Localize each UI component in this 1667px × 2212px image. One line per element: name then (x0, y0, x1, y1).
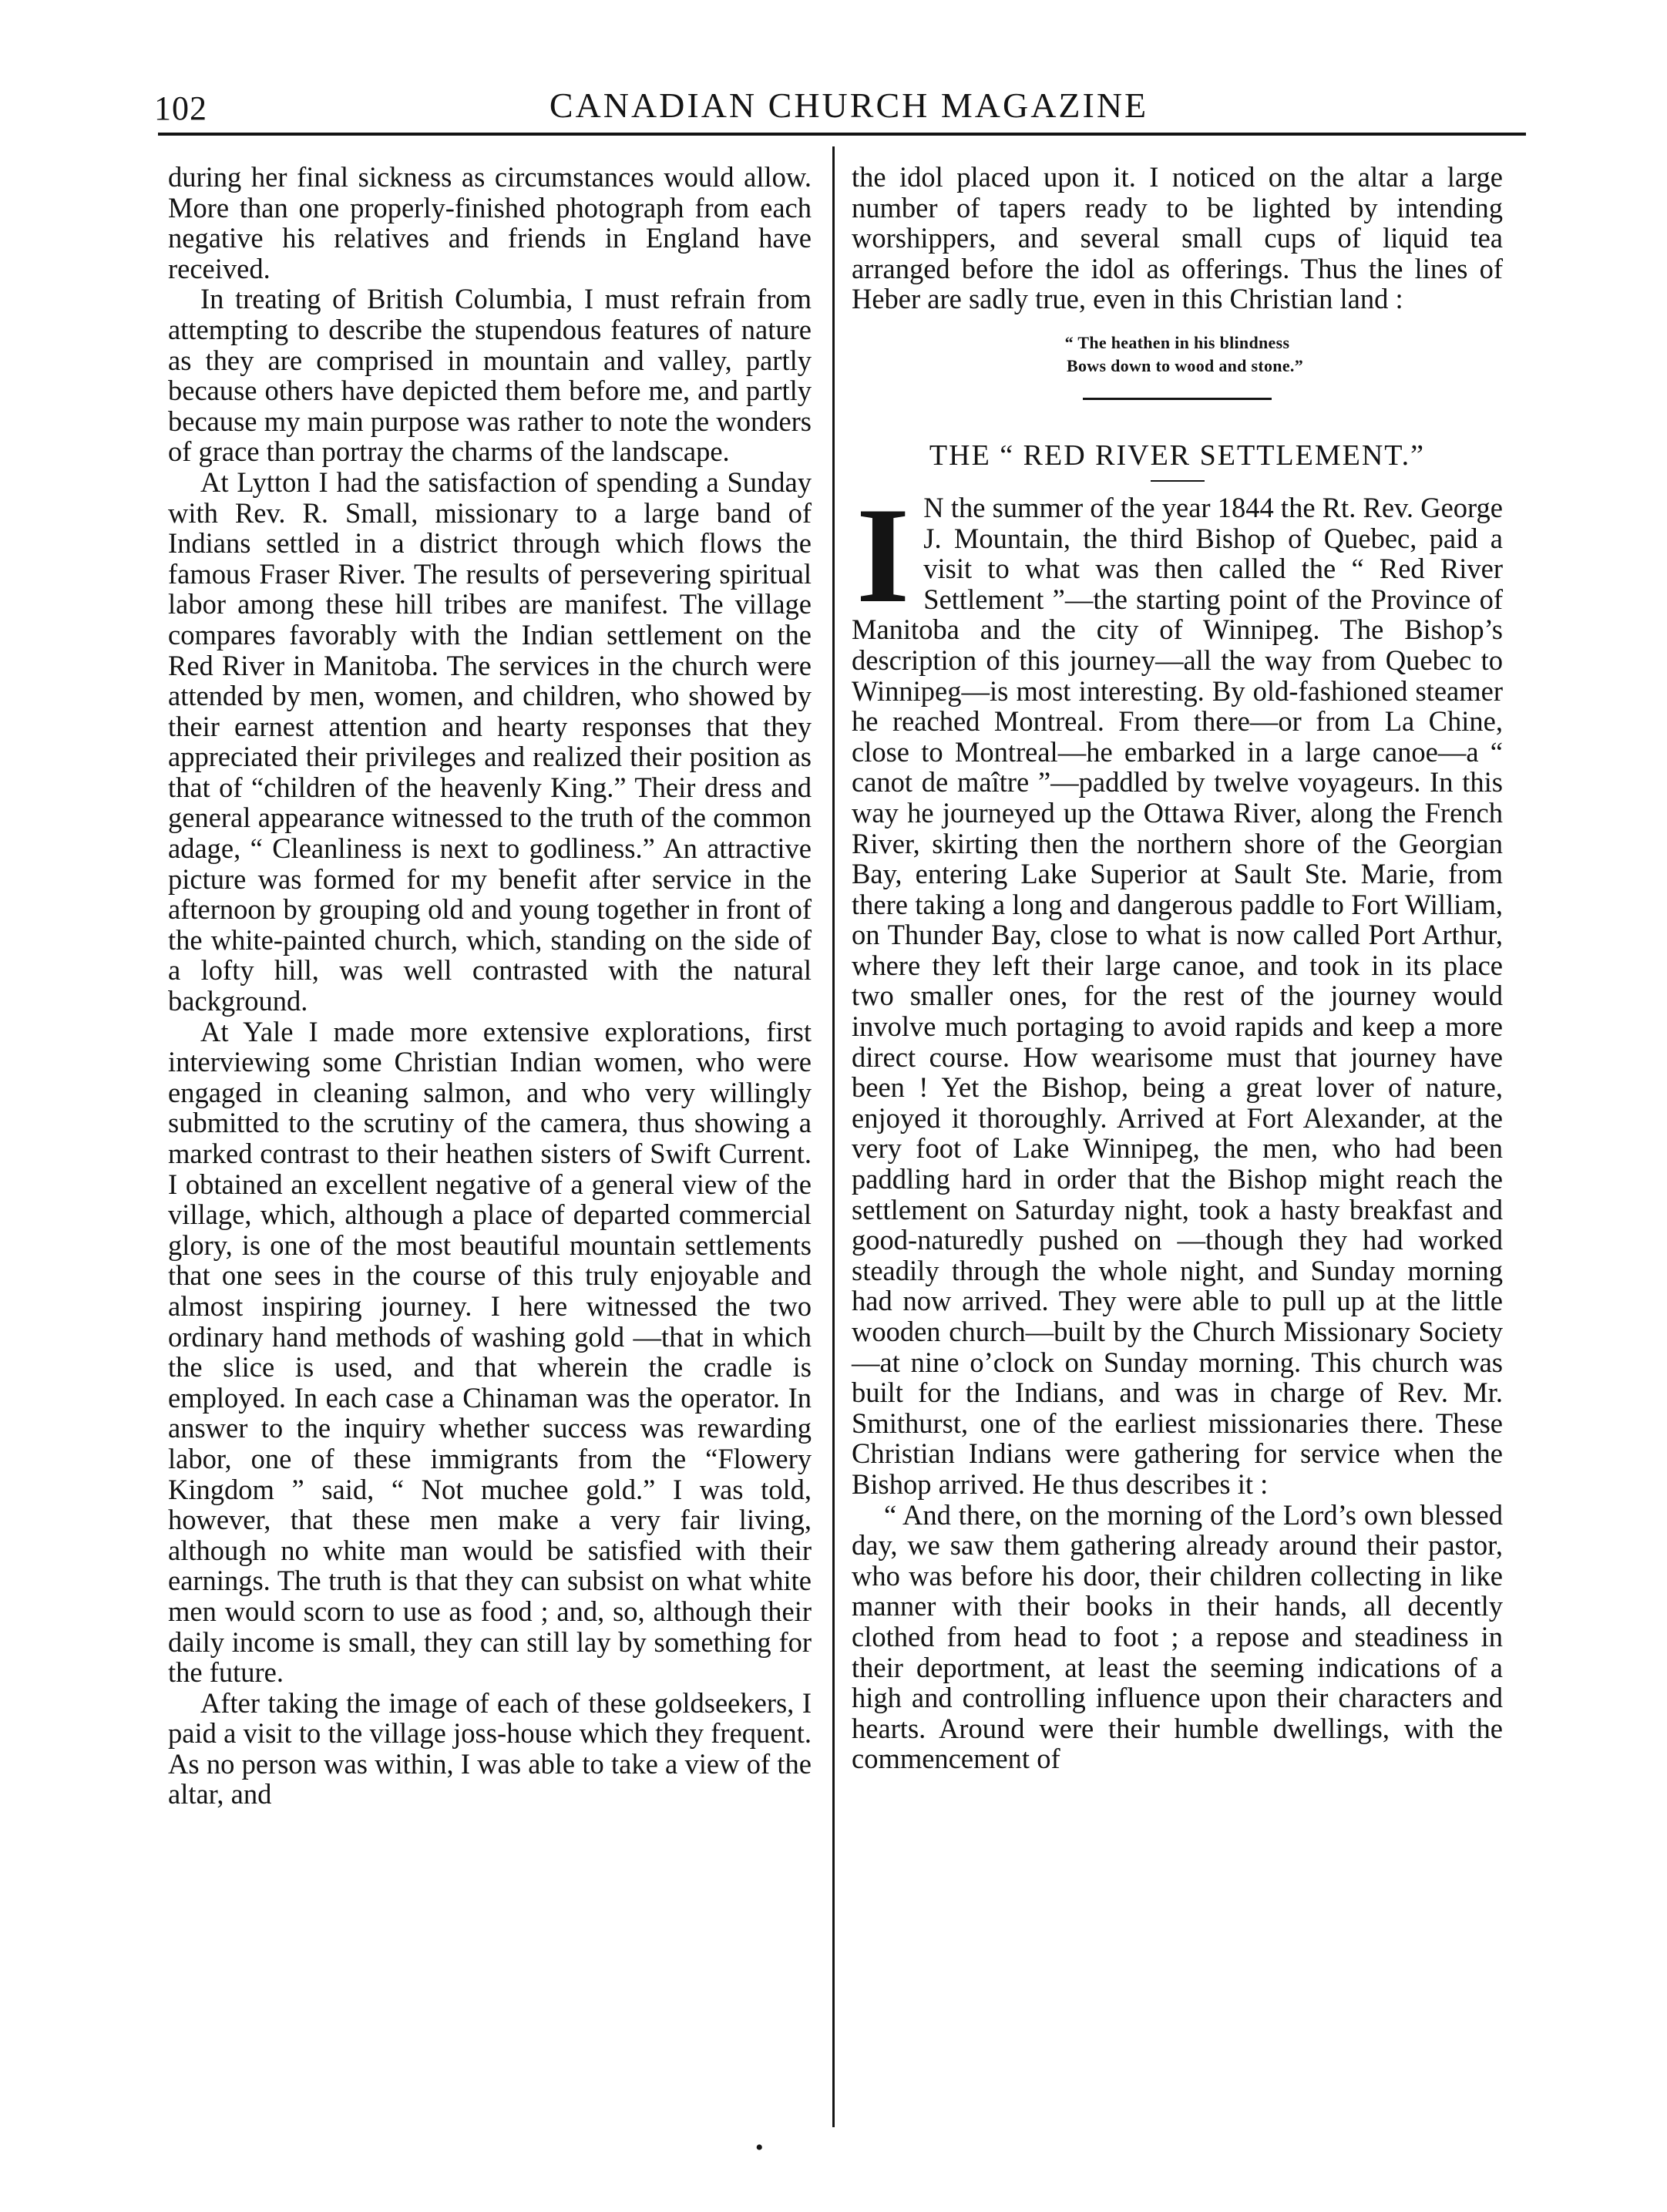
paragraph: At Yale I made more extensive explorations, first interviewing some Christian Indian women, who were engaged in cleaning salmon, and who very willingly submitted to the scrutiny of the camera, thus showing a marked contrast to their heathen sisters of Swift Current. I obtained an excellent negative of a general view of the village, which, although a place of departed commercial glory, is one of the most beautiful mountain settlements that one sees in the course of this truly enjoyable and almost inspiring journey. I here witnessed the two ordinary hand methods of washing gold —that in which the slice is used, and that wherein the cradle is employed. In each case a Chinaman was the operator. In answer to the inquiry whether success was rewarding labor, one of these immigrants from the “Flowery Kingdom ” said, “ Not muchee gold.” I was told, however, that these men make a very fair living, although no white man would be satisfied with their earnings. The truth is that they can subsist on what white men would scorn to use as food ; and, so, although their daily income is small, they can still lay by something for the future. (168, 1015, 812, 1689)
paragraph: during her final sickness as circumstances would allow. More than one properly-finished photograph from each negative his relatives and friends in England have received. (168, 161, 812, 284)
running-head: CANADIAN CHURCH MAGAZINE (549, 86, 1149, 125)
footer-mark: • (755, 2135, 764, 2160)
column-divider (832, 146, 835, 2127)
article-text: N the summer of the year 1844 the Rt. Rev. George J. Mountain, the third Bishop of Quebec, paid a visit to what was then called the “ Red River Settlement ”—the starting point of the Province of Manitoba and the city of Winnipeg. The Bishop’s description of this journey—all the way from Quebec to Winnipeg—is most interesting. By old-fashioned steamer he reached Montreal. From there—or from La Chine, close to Montreal—he embarked in a large canoe—a “ canot de maître ”—paddled by twelve voyageurs. In this way he journeyed up the Ottawa River, along the French River, skirting then the northern shore of the Georgian Bay, entering Lake Superior at Sault Ste. Marie, from there taking a long and dangerous paddle to Fort William, on Thunder Bay, close to what is now called Port Arthur, where they left their large canoe, and took in its place two smaller ones, for the rest of the journey would involve much portaging to avoid rapids and keep a more direct course. How wearisome must that journey have been ! Yet the Bishop, being a great lover of nature, enjoyed it thoroughly. Arrived at Fort Alexander, at the very foot of Lake Winnipeg, the men, who had been paddling hard in order that the Bishop might reach the settlement on Saturday night, took a hasty breakfast and good-naturedly pushed on —though they had worked steadily through the whole night, and Sunday morning had now arrived. They were able to pull up at the little wooden church—built by the Church Missionary Society—at nine o’clock on Sunday morning. This church was built for the Indians, and was in charge of Rev. Mr. Smithurst, one of the earliest missionaries there. These Christian Indians were gathering for service when the Bishop arrived. He thus describes it : (852, 491, 1503, 1500)
header-rule (158, 133, 1526, 136)
title-rule (1151, 480, 1205, 482)
paragraph: “ And there, on the morning of the Lord’s own blessed day, we saw them gathering already around their pastor, who was before his door, their children collecting in like manner with their books in their hands, all decently clothed from head to foot ; a repose and steadiness in their deportment, at least the seeming indications of a high and controlling influence upon their characters and hearts. Around were their humble dwellings, with the commencement of (852, 1498, 1503, 1775)
verse-line: “ The heathen in his blindness (1064, 332, 1290, 352)
paragraph: the idol placed upon it. I noticed on the altar a large number of tapers ready to be lighted by intending worshippers, and several small cups of liquid tea arranged before the idol as offerings. Thus the lines of Heber are sadly true, even in this Christian land : (852, 161, 1503, 315)
article-title: THE “ RED RIVER SETTLEMENT.” (929, 439, 1426, 472)
verse-line: Bows down to wood and stone.” (1067, 355, 1303, 375)
paragraph: In treating of British Columbia, I must refrain from attempting to describe the stupendous features of nature as they are comprised in mountain and valley, partly because others have depicted them before me, and partly because my main purpose was rather to note the wonders of grace than portray the charms of the landscape. (168, 283, 812, 468)
paragraph: At Lytton I had the satisfaction of spending a Sunday with Rev. R. Small, missionary to a large band of Indians settled in a district through which flows the famous Fraser River. The results of persevering spiritual labor among these hill tribes are manifest. The village compares favorably with the Indian settlement on the Red River in Manitoba. The services in the church were attended by men, women, and children, who showed by their earnest attention and hearty responses that they appreciated their privileges and realized their position as that of “children of the heavenly King.” Their dress and general appearance witnessed to the truth of the common adage, “ Cleanliness is next to godliness.” An attractive picture was formed for my benefit after service in the afternoon by grouping old and young together in front of the white-painted church, which, standing on the side of a lofty hill, was well contrasted with the natural background. (168, 466, 812, 1017)
right-column (852, 162, 1503, 1774)
verse-quote (852, 331, 1503, 378)
article-paragraph (852, 478, 1503, 1500)
page-number: 102 (154, 89, 207, 127)
left-column (168, 162, 812, 1810)
paragraph: After taking the image of each of these goldseekers, I paid a visit to the village joss-house which they frequent. As no person was within, I was able to take a view of the altar, and (168, 1686, 812, 1810)
section-rule (1083, 398, 1272, 400)
dropcap: I (856, 478, 910, 631)
